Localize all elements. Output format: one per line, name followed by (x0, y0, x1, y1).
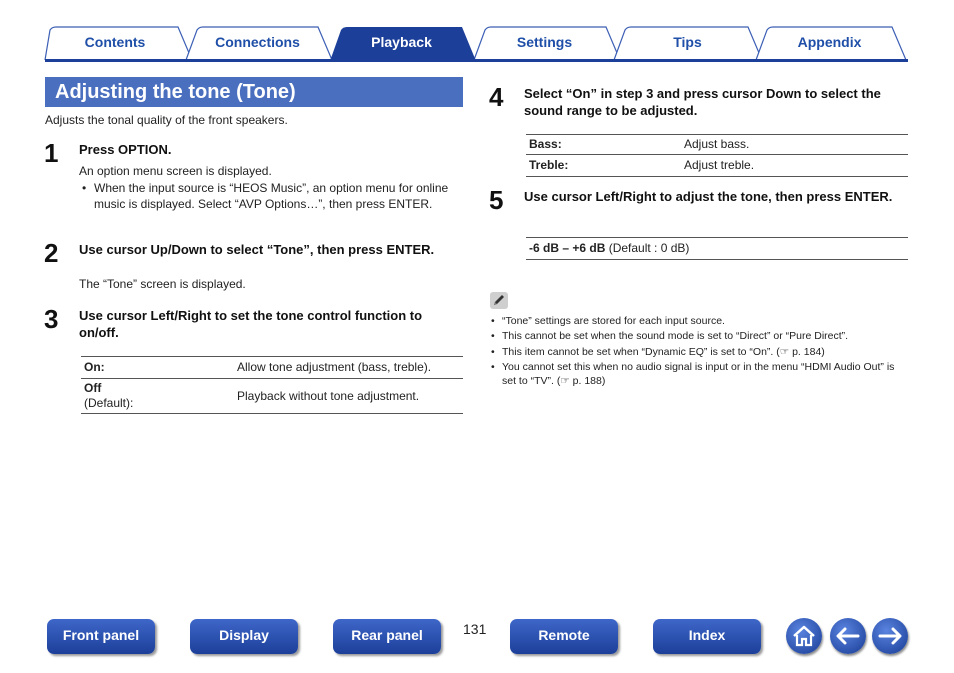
front-panel-button[interactable]: Front panel (47, 619, 155, 654)
step-5-number: 5 (489, 185, 504, 215)
option-key-on: On: (84, 360, 105, 374)
option-desc-off: Playback without tone adjustment. (237, 388, 420, 403)
step-3-heading: Use cursor Left/Right to set the tone control function to on/off. (79, 308, 423, 340)
display-button[interactable]: Display (190, 619, 298, 654)
note-2: • This cannot be set when the sound mode is set to “Direct” or “Pure Direct”. (502, 329, 907, 343)
table-row (81, 379, 463, 414)
pencil-memo-icon (490, 292, 508, 309)
option-desc-on: Allow tone adjustment (bass, treble). (237, 360, 432, 374)
tab-playback[interactable]: Playback (371, 34, 432, 50)
table-row (526, 238, 908, 260)
range-value-table (526, 237, 908, 260)
step-1-number: 1 (44, 138, 59, 168)
range-desc-treble: Adjust treble. (684, 158, 755, 172)
index-button[interactable]: Index (653, 619, 761, 654)
back-arrow-icon[interactable] (830, 618, 866, 654)
step-4-heading: Select “On” in step 3 and press cursor Down to select the sound range to be adjusted. (524, 86, 881, 118)
note-4: • You cannot set this when no audio signal is input or in the menu “HDMI Audio Out” is set to “TV”. (☞ p. 188) (502, 360, 907, 388)
tab-settings[interactable]: Settings (516, 34, 573, 50)
section-title-bar (45, 77, 463, 107)
option-key-off (81, 379, 234, 414)
tab-appendix[interactable]: Appendix (797, 34, 862, 50)
step-2-heading: Use cursor Up/Down to select “Tone”, then press ENTER. (79, 242, 435, 257)
table-row (526, 155, 908, 177)
note-3: • This item cannot be set when “Dynamic EQ” is set to “On”. (☞ p. 184) (502, 345, 907, 359)
tab-contents[interactable]: Contents (84, 34, 146, 50)
step-4-number: 4 (489, 82, 504, 112)
step-2-body: The “Tone” screen is displayed. (79, 277, 246, 291)
step-1-heading: Press OPTION. (79, 142, 172, 157)
step-3-number: 3 (44, 304, 59, 334)
range-key-treble: Treble: (529, 158, 569, 172)
page-number: 131 (463, 621, 487, 637)
home-icon[interactable] (786, 618, 822, 654)
table-row (526, 135, 908, 155)
rear-panel-button[interactable]: Rear panel (333, 619, 441, 654)
tab-underline (45, 59, 908, 62)
step-5-heading: Use cursor Left/Right to adjust the tone, then press ENTER. (524, 189, 893, 204)
step-1-bullet: • When the input source is “HEOS Music”, an option menu for online music is displayed. Select “AVP Options…”, then press ENTER. (94, 181, 456, 212)
range-value-default: (Default : 0 dB) (605, 241, 690, 255)
range-value-cell (526, 238, 908, 260)
section-title: Adjusting the tone (Tone) (55, 81, 296, 103)
tab-tips[interactable]: Tips (673, 34, 702, 50)
range-desc-bass: Adjust bass. (684, 137, 750, 151)
step-1-body: An option menu screen is displayed. (79, 164, 272, 178)
option-key-off-default: (Default): (84, 396, 134, 410)
option-key-off-label: Off (84, 381, 102, 395)
range-options-table (526, 134, 908, 177)
forward-arrow-icon[interactable] (872, 618, 908, 654)
note-1: • “Tone” settings are stored for each input source. (502, 314, 907, 328)
range-key-bass: Bass: (529, 137, 562, 151)
tab-connections[interactable]: Connections (215, 34, 300, 50)
range-value-bold: -6 dB – +6 dB (529, 241, 606, 255)
tab-shapes (0, 0, 954, 64)
remote-button[interactable]: Remote (510, 619, 618, 654)
table-row (81, 357, 463, 379)
intro-text: Adjusts the tonal quality of the front speakers. (45, 113, 288, 127)
step-2-number: 2 (44, 238, 59, 268)
top-tab-bar (0, 0, 954, 64)
onoff-options-table (81, 356, 463, 414)
